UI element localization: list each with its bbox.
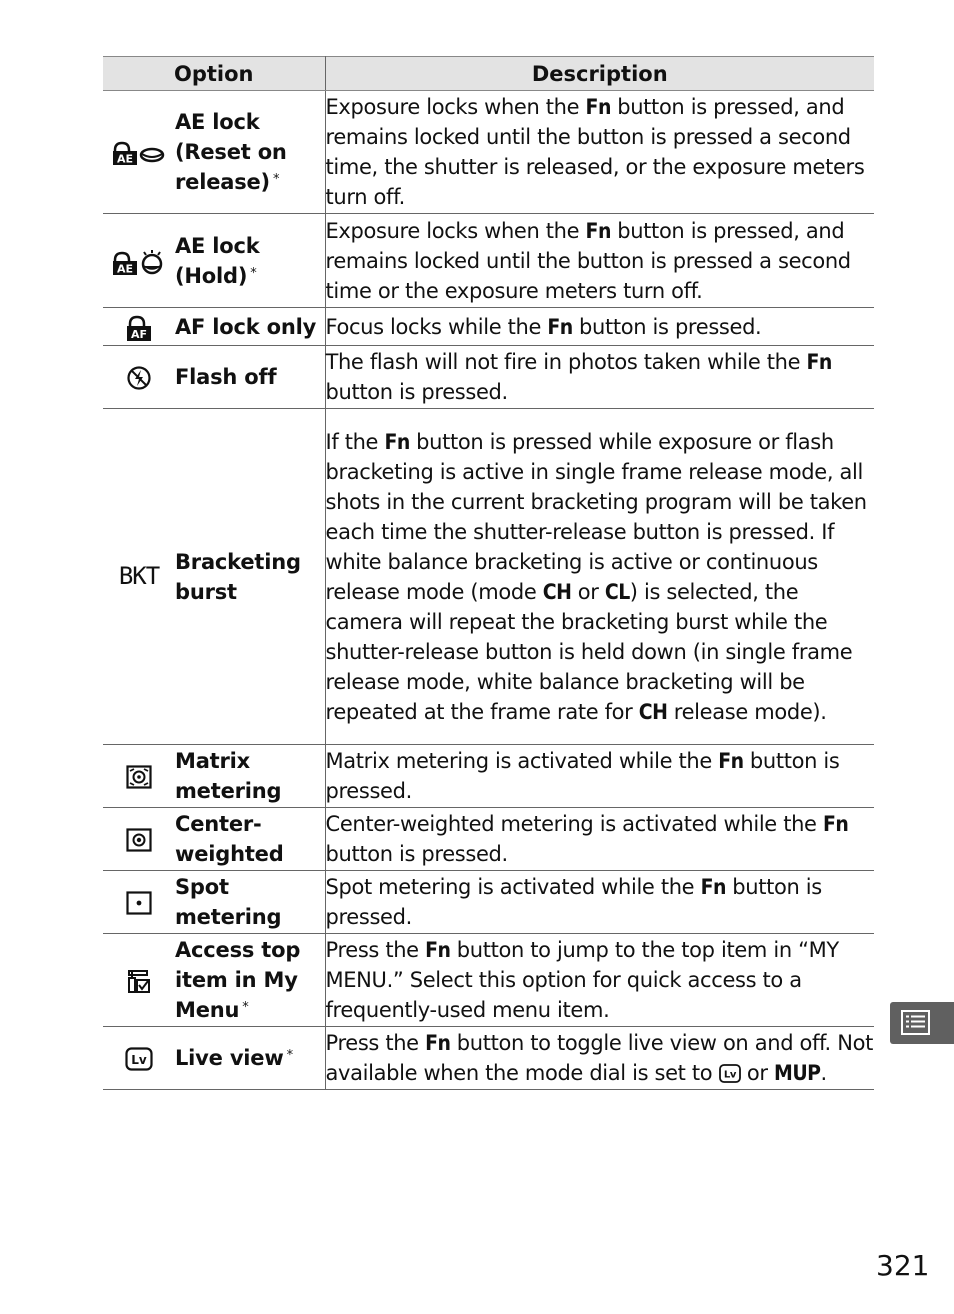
desc-text: Press the xyxy=(325,1031,426,1055)
desc-text: Focus locks while the xyxy=(325,314,548,339)
matrix-metering-icon xyxy=(126,765,152,789)
option-label: Flash off xyxy=(175,365,277,389)
fn-button-label: Fn xyxy=(547,314,573,339)
svg-text:AF: AF xyxy=(130,327,148,341)
mode-cl-label: CL xyxy=(604,579,630,604)
row-option-name xyxy=(175,308,325,346)
svg-text:AE: AE xyxy=(116,262,134,275)
header-option: Option xyxy=(103,57,325,91)
flash-off-icon xyxy=(126,365,152,391)
footnote-mark: * xyxy=(286,1048,293,1063)
option-label: Center-weighted xyxy=(175,812,284,866)
table-row xyxy=(103,409,874,745)
table-row xyxy=(103,91,874,214)
desc-text: button to toggle live view on and off. Not available when the mode dial is set to xyxy=(325,1031,873,1085)
desc-text: Exposure locks when the xyxy=(325,95,586,119)
row-option-name xyxy=(175,91,325,214)
row-icon-cell xyxy=(103,1027,175,1090)
row-icon-cell xyxy=(103,934,175,1027)
section-tab xyxy=(890,1002,954,1044)
desc-text: button is pressed. xyxy=(325,749,840,803)
table-header-row xyxy=(103,57,874,91)
svg-text:AE: AE xyxy=(116,152,134,166)
desc-text: button to jump to the top item in “MY MENU.” Select this option for quick access to a frequently-used menu item. xyxy=(325,938,839,1022)
live-view-icon xyxy=(719,1064,741,1083)
option-label: AE lock (Hold) xyxy=(175,233,260,288)
fn-button-label: Fn xyxy=(425,1031,451,1055)
table-row xyxy=(103,808,874,871)
row-description xyxy=(325,214,874,308)
fn-button-label: Fn xyxy=(718,749,744,773)
option-label: Live view xyxy=(175,1046,284,1070)
option-label: AF lock only xyxy=(175,314,317,339)
row-icon-cell xyxy=(103,346,175,409)
desc-text: Matrix metering is activated while the xyxy=(325,749,719,773)
table-row xyxy=(103,745,874,808)
row-icon-cell xyxy=(103,409,175,745)
desc-text: or xyxy=(740,1061,775,1085)
fn-button-label: Fn xyxy=(425,938,451,962)
footnote-mark: * xyxy=(272,172,280,187)
row-description xyxy=(325,745,874,808)
header-description: Description xyxy=(325,57,874,91)
row-option-name xyxy=(175,1027,325,1090)
row-option-name xyxy=(175,745,325,808)
row-description xyxy=(325,346,874,409)
row-icon-cell xyxy=(103,871,175,934)
desc-text: Press the xyxy=(325,938,426,962)
fn-button-label: Fn xyxy=(585,95,611,119)
desc-text: Spot metering is activated while the xyxy=(325,875,701,899)
row-description xyxy=(325,871,874,934)
row-icon-cell xyxy=(103,745,175,808)
row-description xyxy=(325,409,874,745)
row-option-name xyxy=(175,409,325,745)
live-view-icon xyxy=(125,1047,153,1071)
svg-text:Lv: Lv xyxy=(131,1053,147,1067)
desc-text: Exposure locks when the xyxy=(325,218,586,243)
row-icon-cell xyxy=(103,91,175,214)
fn-button-label: Fn xyxy=(806,350,832,374)
desc-text: button is pressed, and remains locked until the button is pressed a second time, the shutter is released, or the exposure meters turn off. xyxy=(325,95,865,209)
table-row xyxy=(103,871,874,934)
menu-list-icon xyxy=(890,1002,954,1044)
fn-button-label: Fn xyxy=(822,812,849,836)
ae-lock-reset-icon xyxy=(113,140,165,166)
mode-ch-label: CH xyxy=(638,699,668,724)
row-icon-cell xyxy=(103,308,175,346)
option-label: AE lock (Reset on release) xyxy=(175,110,287,194)
fn-button-label: Fn xyxy=(384,429,410,454)
options-table xyxy=(103,56,874,1090)
table-row xyxy=(103,1027,874,1090)
desc-text: ) is selected, the camera will repeat the bracketing burst while the shutter-release button is held down (in single frame release mode, white balance bracketing will be repeated at the frame rate for xyxy=(325,579,853,724)
mode-ch-label: CH xyxy=(542,579,572,604)
desc-text: button is pressed. xyxy=(325,842,508,866)
mode-mup-label: MUP xyxy=(774,1061,821,1085)
desc-text: button is pressed. xyxy=(325,875,822,929)
option-label: Matrix metering xyxy=(175,749,282,803)
row-option-name xyxy=(175,346,325,409)
fn-button-label: Fn xyxy=(700,875,726,899)
footnote-mark: * xyxy=(242,1000,249,1015)
row-icon-cell xyxy=(103,214,175,308)
desc-text: The flash will not fire in photos taken while the xyxy=(325,350,807,374)
table-row xyxy=(103,934,874,1027)
row-description xyxy=(325,1027,874,1090)
row-description xyxy=(325,934,874,1027)
row-icon-cell xyxy=(103,808,175,871)
desc-text: or xyxy=(571,579,605,604)
desc-text: button is pressed while exposure or flash bracketing is active in single frame release mode, all shots in the current bracketing program will be taken each time the shutter-release button is pressed. If white balance bracketing is active or continuous release mode (mode xyxy=(325,429,867,604)
spot-metering-icon xyxy=(126,891,152,915)
desc-text: Center-weighted metering is activated while the xyxy=(325,812,823,836)
center-weighted-icon xyxy=(126,828,152,852)
page-number: 321 xyxy=(876,1249,930,1282)
option-label: Bracketing burst xyxy=(175,549,301,604)
option-label: Access top item in My Menu xyxy=(175,938,301,1022)
row-option-name xyxy=(175,871,325,934)
desc-text: button is pressed, and remains locked until the button is pressed a second time or the exposure meters turn off. xyxy=(325,218,851,303)
af-lock-icon xyxy=(126,314,152,342)
row-description xyxy=(325,808,874,871)
row-description xyxy=(325,91,874,214)
desc-text: button is pressed. xyxy=(325,380,508,404)
fn-button-label: Fn xyxy=(585,218,611,243)
bracketing-icon: BKT xyxy=(118,562,160,590)
footnote-mark: * xyxy=(250,265,257,281)
row-option-name xyxy=(175,214,325,308)
svg-text:Lv: Lv xyxy=(723,1069,736,1081)
option-label: Spot metering xyxy=(175,875,282,929)
desc-text: button is pressed. xyxy=(572,314,762,339)
table-row xyxy=(103,346,874,409)
table-row xyxy=(103,308,874,346)
my-menu-icon xyxy=(127,968,151,994)
row-option-name xyxy=(175,808,325,871)
table-row xyxy=(103,214,874,308)
row-option-name xyxy=(175,934,325,1027)
desc-text: If the xyxy=(325,429,385,454)
row-description xyxy=(325,308,874,346)
desc-text: release mode). xyxy=(667,699,827,724)
desc-text: . xyxy=(820,1061,827,1085)
ae-lock-hold-icon xyxy=(113,248,165,276)
